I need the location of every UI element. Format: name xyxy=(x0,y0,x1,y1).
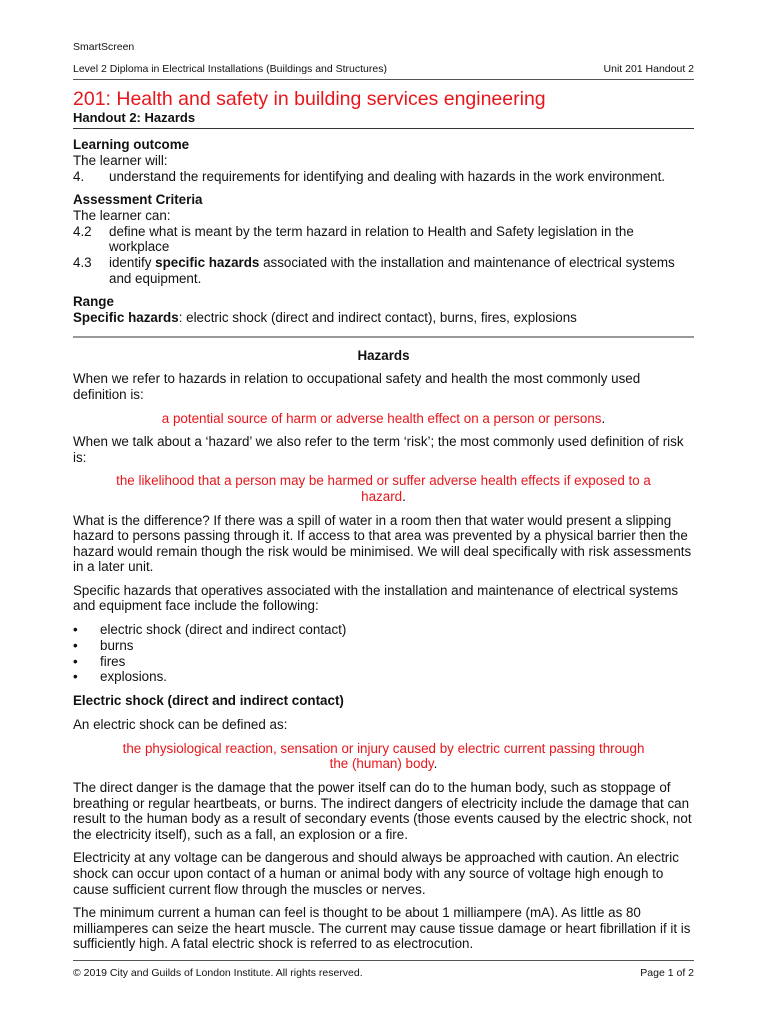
hazard-definition-text: a potential source of harm or adverse health effect on a person or persons xyxy=(161,410,602,426)
running-header xyxy=(73,62,694,80)
range-heading: Range xyxy=(73,294,114,310)
assessment-item xyxy=(73,255,694,286)
list-item-text: fires xyxy=(100,653,126,669)
bullet-icon: • xyxy=(73,622,78,638)
document-page xyxy=(73,40,694,952)
unit-reference: Unit 201 Handout 2 xyxy=(603,63,694,75)
document-title: 201: Health and safety in building services engineering xyxy=(73,88,546,110)
list-item xyxy=(73,669,694,685)
range-items: : electric shock (direct and indirect contact), burns, fires, explosions xyxy=(178,310,577,326)
item-number: 4.2 xyxy=(73,223,92,239)
learning-outcome-intro: The learner will: xyxy=(73,153,168,168)
assessment-intro: The learner can: xyxy=(73,208,171,224)
copyright-notice: © 2019 City and Guilds of London Institute. All rights reserved. xyxy=(73,967,363,979)
document-body xyxy=(73,137,694,952)
hazards-paragraph: When we refer to hazards in relation to occupational safety and health the most commonly used definition is: xyxy=(73,371,641,402)
range-text xyxy=(73,310,694,326)
bullet-icon: • xyxy=(73,637,78,653)
section-divider xyxy=(73,336,694,338)
hazard-definition xyxy=(113,411,654,427)
bullet-icon: • xyxy=(73,669,78,685)
risk-definition-text: the likelihood that a person may be harmed or suffer adverse health effects if exposed to a hazard xyxy=(116,473,651,504)
shock-definition-text: the physiological reaction, sensation or injury caused by electric current passing through the (human) body xyxy=(122,740,645,772)
bullet-icon: • xyxy=(73,653,78,669)
list-item-text: explosions. xyxy=(100,669,167,685)
assessment-item xyxy=(73,224,694,255)
item-number: 4.3 xyxy=(73,254,92,270)
risk-definition-end: . xyxy=(402,488,406,504)
item-text-pre: identify xyxy=(109,254,156,270)
assessment-criteria-heading: Assessment Criteria xyxy=(73,192,203,208)
item-text-bold: specific hazards xyxy=(155,254,260,270)
hazards-heading: Hazards xyxy=(357,347,410,363)
risk-paragraph: When we talk about a ‘hazard’ we also refer to the term ‘risk’; the most commonly used definition of risk is: xyxy=(73,434,684,465)
learning-outcome-item xyxy=(73,169,694,185)
course-title: Level 2 Diploma in Electrical Installations (Buildings and Structures) xyxy=(73,63,387,75)
shock-definition xyxy=(113,741,654,772)
specific-hazards-paragraph: Specific hazards that operatives associated with the installation and maintenance of electrical systems and equipment face include the following: xyxy=(73,582,679,614)
direct-danger-paragraph: The direct danger is the damage that the power itself can do to the human body, such as stoppage of breathing or regular heartbeats, or burns. The indirect dangers of electricity include the damage that can result to the human body as a result of secondary events (those events caused by the electric shock, not the electricity itself), such as a fall, an explosion or a fire. xyxy=(73,780,692,842)
difference-paragraph: What is the difference? If there was a spill of water in a room then that water would present a slipping hazard to persons passing through it. If access to that area was prevented by a physical barrier then the hazard would remain though the risk would be minimised. We will deal specifically with risk assessments in a later unit. xyxy=(73,512,692,575)
shock-definition-end: . xyxy=(433,756,438,772)
list-item xyxy=(73,622,694,638)
list-item xyxy=(73,654,694,670)
item-text xyxy=(109,255,694,286)
voltage-paragraph: Electricity at any voltage can be dangerous and should always be approached with caution. An electric shock can occur upon contact of a human or animal body with any source of voltage high enough to cause sufficient current flow through the muscles or nerves. xyxy=(73,850,679,897)
item-text: define what is meant by the term hazard in relation to Health and Safety legislation in the workplace xyxy=(109,223,634,255)
hazard-definition-end: . xyxy=(601,410,606,426)
document-subtitle: Handout 2: Hazards xyxy=(73,110,694,129)
shock-intro: An electric shock can be defined as: xyxy=(73,717,288,733)
item-number: 4. xyxy=(73,168,85,184)
item-text: understand the requirements for identifying and dealing with hazards in the work environment. xyxy=(109,168,666,184)
page-number: Page 1 of 2 xyxy=(640,967,694,979)
list-item-text: electric shock (direct and indirect contact) xyxy=(100,622,347,638)
brand-name: SmartScreen xyxy=(73,41,135,53)
list-item-text: burns xyxy=(100,637,134,653)
risk-definition xyxy=(113,473,654,504)
hazard-list xyxy=(73,622,694,685)
page-footer xyxy=(73,960,694,979)
list-item xyxy=(73,638,694,654)
learning-outcome-heading: Learning outcome xyxy=(73,137,190,152)
range-label: Specific hazards xyxy=(73,310,179,326)
item-text-post: associated with the installation and maintenance of electrical systems and equipment. xyxy=(109,254,675,286)
current-paragraph: The minimum current a human can feel is thought to be about 1 milliampere (mA). As little as 80 milliamperes can seize the heart muscle. The current may cause tissue damage or heart fibrillation if it is sufficiently high. A fatal electric shock is referred to as electrocution. xyxy=(73,905,691,952)
electric-shock-heading: Electric shock (direct and indirect contact) xyxy=(73,693,344,709)
